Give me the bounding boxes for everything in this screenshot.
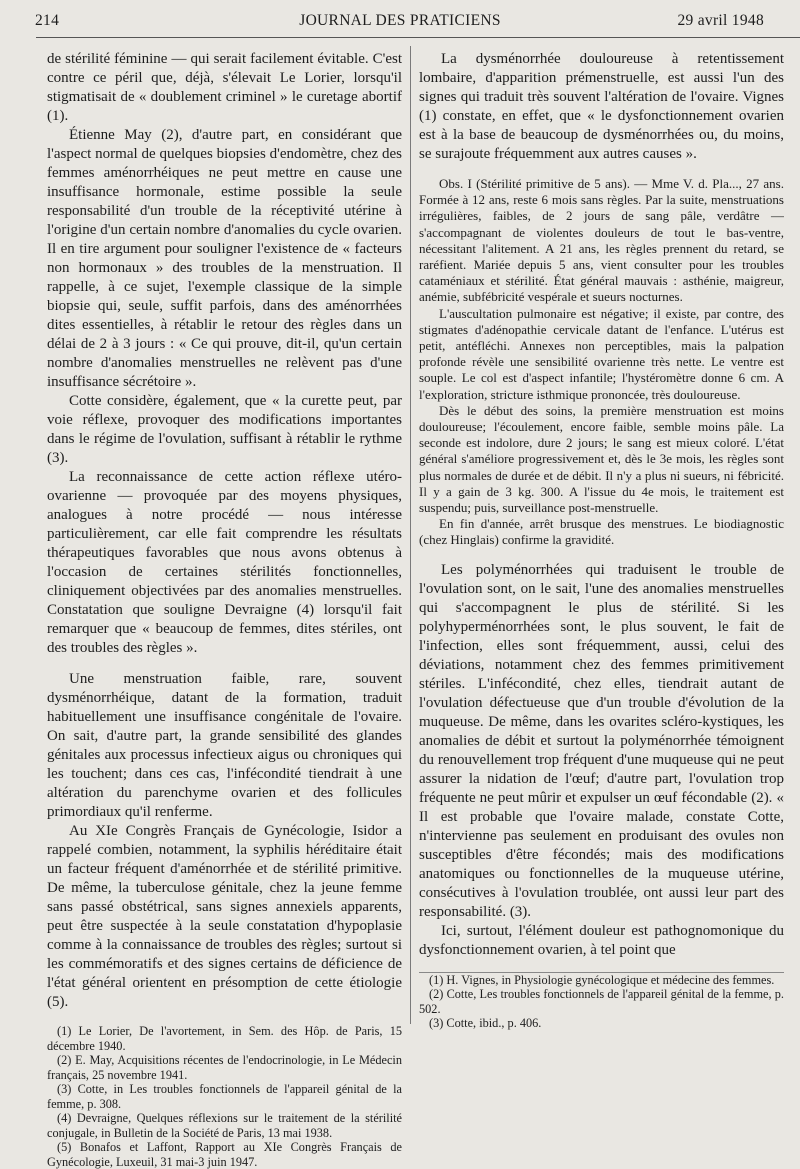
section-gap bbox=[47, 1012, 402, 1024]
issue-date: 29 avril 1948 bbox=[677, 12, 764, 29]
footnote: (3) Cotte, in Les troubles fonctionnels de l'appareil génital de la femme, p. 308. bbox=[47, 1082, 402, 1111]
footnote: (1) Le Lorier, De l'avortement, in Sem. des Hôp. de Paris, 15 décembre 1940. bbox=[47, 1024, 402, 1053]
journal-title: JOURNAL DES PRATICIENS bbox=[299, 12, 501, 29]
body-paragraph: Étienne May (2), d'autre part, en considérant que l'aspect normal de quelques biopsies d'endomètre, chez des femmes aménorrhéiques ne peut mettre en cause une insuffisance hormonale, estime possible la seule responsabilité d'un trouble de la réceptivité utérine à l'origine d'un certain nombre d'anomalies du cycle ovarien. Il en tire argument pour souligner l'existence de « facteurs non hormonaux » des troubles de la menstruation. Il rappelle, à ce sujet, l'exemple classique de la simple biopsie qui, seule, suffit parfois, dans des aménorrhées dites essentielles, à rétablir le retour des règles dans un délai de 2 à 3 jours : « Ce qui prouve, dit-il, qu'un certain nombre d'anomalies menstruelles ne relèvent pas d'une insuffisance sécrétoire ». bbox=[47, 127, 402, 390]
footnote: (5) Bonafos et Laffont, Rapport au XIe Congrès Français de Gynécologie, Luxeuil, 31 mai-3 juin 1947. bbox=[47, 1140, 402, 1169]
body-paragraph: Les polyménorrhées qui traduisent le trouble de l'ovulation sont, on le sait, l'une des anomalies menstruelles qui s'accompagnent le plus de stérilité. Si les polyhyperménorrhées sont, le plus souvent, le fait de l'infection, elles sont fréquemment, aussi, celui des déviations, notamment chez des femmes primitivement stériles. L'infécondité, chez elles, tiendrait autant de l'ovulation défectueuse que d'un trouble d'évolution de la muqueuse. De même, dans les ovarites scléro-kystiques, les anomalies de débit et surtout la polyménorrhée témoignent du renouvellement trop fréquent d'une muqueuse qui ne peut assurer la nidation de l'œuf; d'autre part, l'ovulation trop fréquente ne peut mûrir et expulser un œuf fécondable (2). « Il est probable que l'ovaire malade, constate Cotte, n'intervienne pas seulement en produisant des ovules non susceptibles d'être fécondés; mais des modifications anatomiques ou fonctionnelles de la muqueuse utérine, consécutives à l'ovulation troublée, ont aussi leur part des responsabilité. (3). bbox=[419, 561, 784, 920]
left-column bbox=[47, 50, 402, 1169]
section-gap bbox=[47, 658, 402, 670]
body-paragraph: de stérilité féminine — qui serait facilement évitable. C'est contre ce péril que, déjà, s'élevait Le Lorier, lorsqu'il stigmatisait de « doublement criminel » le curetage abortif (1). bbox=[47, 51, 402, 124]
observation-paragraph: En fin d'année, arrêt brusque des menstrues. Le biodiagnostic (chez Hinglais) confirme la gravidité. bbox=[419, 516, 784, 548]
section-gap bbox=[419, 164, 784, 176]
observation-paragraph: Dès le début des soins, la première menstruation est moins douloureuse; l'écoulement, encore faible, semble moins pâle. La seconde est indolore, dure 2 jours; le sang est mieux coloré. L'état général s'améliore progressivement et, dès le 3e mois, les règles sont plus normales de durée et de débit. Il n'y a plus ni sueurs, ni fébricité. Il y a gain de 3 kg. 300. A l'issue du 4e mois, le traitement est suspendu; puis, surveillance post-menstruelle. bbox=[419, 402, 784, 516]
body-paragraph: Une menstruation faible, rare, souvent dysménorrhéique, datant de la formation, traduit habituellement une insuffisance congénitale de l'ovaire. On sait, d'autre part, la grande sensibilité des glandes génitales aux processus infectieux aigus ou chroniques qui les touchent; dans ces cas, l'infécondité tiendrait à une altération du parenchyme ovarien et des follicules primordiaux qu'il renferme. bbox=[47, 671, 402, 820]
observation-paragraph: Obs. I (Stérilité primitive de 5 ans). — Mme V. d. Pla..., 27 ans. Formée à 12 ans, reste 6 mois sans règles. Par la suite, menstruations irrégulières, faibles, de 2 jours de sang pâle, verdâtre — s'accompagnant de violentes douleurs de tout le bas-ventre, nécessitant l'alitement. A 21 ans, les règles prennent du retard, se raréfient. Mariée depuis 5 ans, vient consulter pour les troubles cataméniaux et stérilité. État général mauvais : asthénie, maigreur, anémie, subfébricité vespérale et sueurs nocturnes. bbox=[419, 176, 784, 305]
footnote: (4) Devraigne, Quelques réflexions sur le traitement de la stérilité conjugale, in Bulletin de la Société de Paris, 13 mai 1938. bbox=[47, 1111, 402, 1140]
footnote: (1) H. Vignes, in Physiologie gynécologique et médecine des femmes. bbox=[429, 972, 775, 987]
right-column bbox=[419, 50, 784, 1031]
section-gap bbox=[419, 960, 784, 972]
body-paragraph: La reconnaissance de cette action réflexe utéro-ovarienne — provoquée par des moyens physiques, analogues à notre procédé — nous intéresse particulièrement, car elle fait comprendre les résultats thérapeutiques favorables que nous avons obtenus à l'occasion de certaines stérilités fonctionnelles, cliniquement objectivées par des anomalies menstruelles. Constatation que souligne Devraigne (4) lorsqu'il fait remarquer que « beaucoup de femmes, dites stériles, ont des troubles des règles ». bbox=[47, 469, 402, 656]
body-paragraph: La dysménorrhée douloureuse à retentissement lombaire, d'apparition prémenstruelle, est aussi l'un des signes qui traduit très souvent l'altération de l'ovaire. Vignes (1) constate, en effet, que « le dysfonctionnement ovarien est à la base de beaucoup de dysménorrhées ou, du moins, se surajoute fréquemment aux autres causes ». bbox=[419, 51, 784, 162]
section-gap bbox=[419, 549, 784, 561]
footnote: (2) E. May, Acquisitions récentes de l'endocrinologie, in Le Médecin français, 25 novembre 1941. bbox=[47, 1053, 402, 1082]
column-divider bbox=[410, 46, 411, 1024]
footnote: (3) Cotte, ibid., p. 406. bbox=[429, 1016, 542, 1031]
footnote: (2) Cotte, Les troubles fonctionnels de l'appareil génital de la femme, p. 502. bbox=[419, 987, 784, 1016]
page-number: 214 bbox=[35, 12, 60, 29]
header-rule bbox=[36, 37, 800, 38]
body-paragraph: Cotte considère, également, que « la curette peut, par voie réflexe, provoquer des modifications importantes dans le régime de l'ovulation, suffisant à rétablir le rythme (3). bbox=[47, 393, 402, 466]
body-paragraph: Ici, surtout, l'élément douleur est pathognomonique du dysfonctionnement ovarien, à tel point que bbox=[419, 922, 784, 958]
body-paragraph: Au XIe Congrès Français de Gynécologie, Isidor a rappelé combien, notamment, la syphilis héréditaire était un facteur fréquent d'aménorrhée et de stérilité primitive. De même, la tuberculose génitale, chez la jeune femme sans passé obstétrical, sans signes annexiels apparents, peut être suspectée à la seule constatation d'hypoplasie comme à la connaissance de troubles des règles; surtout si les commémoratifs et des signes certains de déficience de l'état général orientent en présomption de cette étiologie (5). bbox=[47, 823, 402, 1010]
observation-paragraph: L'auscultation pulmonaire est négative; il existe, par contre, des stigmates d'adénopathie cervicale datant de l'enfance. L'utérus est petit, antéfléchi. Annexes non perceptibles, mais la palpation profonde révèle une sensibilité ovarienne très nette. Le ventre est souple. Le col est d'aspect infantile; l'hystéromètre donne 6 cm. A l'exploration, stricture isthmique prononcée, très douloureuse. bbox=[419, 305, 784, 402]
